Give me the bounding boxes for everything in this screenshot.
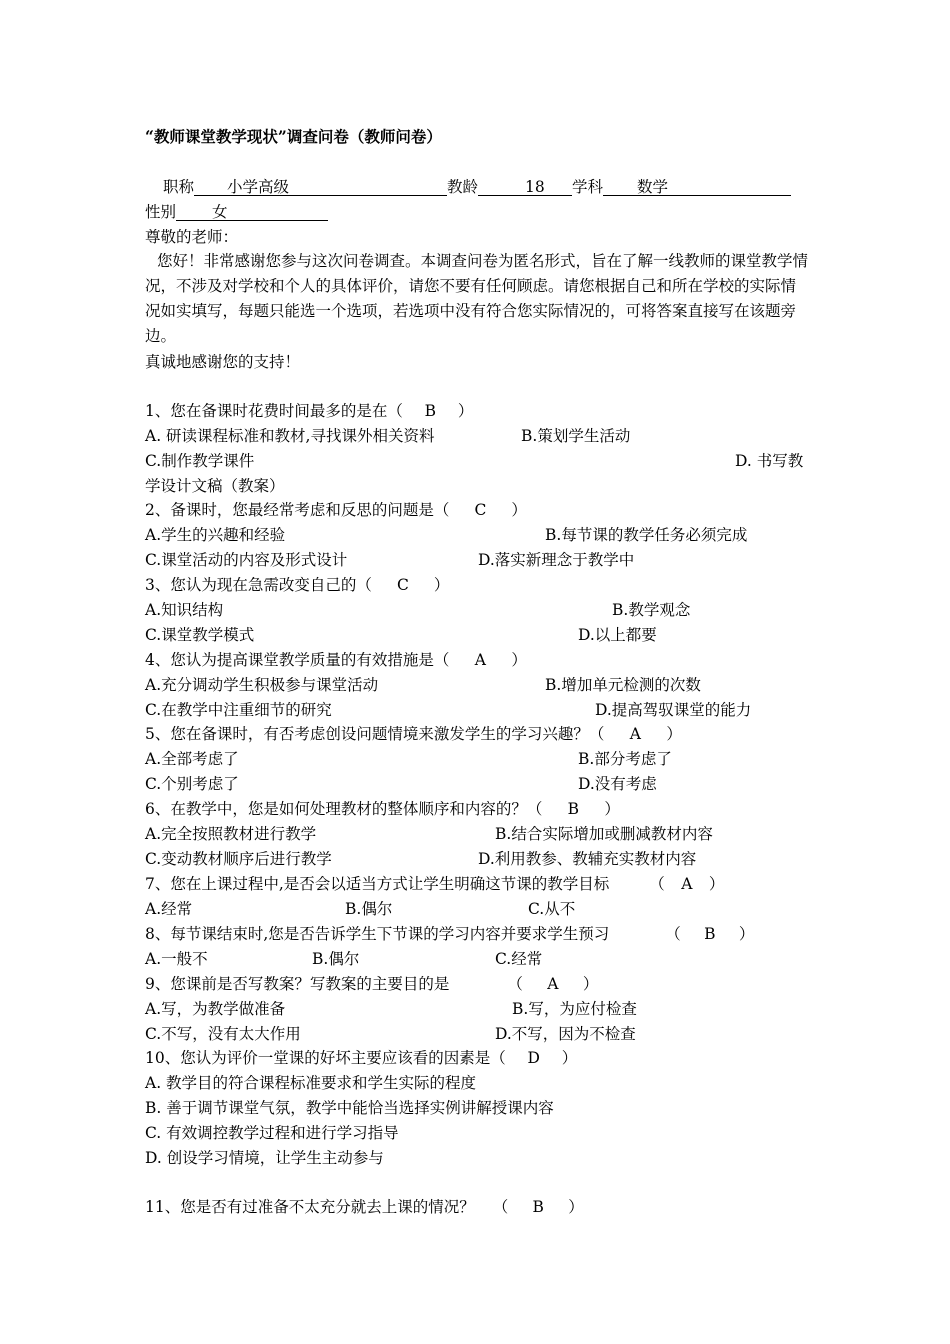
- age-label: 教龄: [447, 178, 479, 196]
- question-1-close: ）: [457, 402, 474, 420]
- q5-option-d: D.没有考虑: [578, 775, 657, 793]
- question-9-open: （: [507, 975, 523, 993]
- q3-option-c: C.课堂教学模式: [145, 626, 255, 644]
- question-6-close: ）: [604, 800, 620, 818]
- question-1-text: 1、您在备课时花费时间最多的是在（: [145, 402, 403, 420]
- question-3-close: ）: [433, 576, 450, 594]
- intro-paragraph: 您好！非常感谢您参与这次问卷调查。本调查问卷为匿名形式，旨在了解一线教师的课堂教学情况，不涉及对学校和个人的具体评价，请您不要有任何顾虑。请您根据自己和所在学校的实际情况如实填写，每题只能选一个选项，若选项中没有符合您实际情况的，可将答案直接写在该题旁边。: [145, 252, 809, 345]
- rank-label: 职称: [163, 178, 195, 196]
- q6-option-a: A.完全按照教材进行教学: [145, 825, 317, 843]
- question-6: [145, 799, 620, 819]
- q5-option-b: B.部分考虑了: [578, 750, 672, 768]
- q3-option-b: B.教学观念: [612, 601, 691, 619]
- q9-option-d: D.不写，因为不检查: [495, 1025, 636, 1043]
- subject-label: 学科: [572, 178, 604, 196]
- gender-row: [145, 202, 328, 222]
- question-7-answer: A: [681, 875, 693, 893]
- question-2-close: ）: [511, 501, 527, 519]
- subject-field: [603, 177, 791, 196]
- question-4-close: ）: [511, 651, 527, 669]
- q1-option-b: B.策划学生活动: [521, 427, 631, 445]
- question-9-answer: A: [547, 975, 559, 993]
- q9-option-a: A.写，为教学做准备: [145, 1000, 286, 1018]
- question-11-open: （: [492, 1198, 509, 1216]
- question-8-close: ）: [738, 925, 755, 943]
- info-row: [163, 177, 791, 197]
- subject-value: 数学: [637, 178, 669, 196]
- q4-option-d: D.提高驾驭课堂的能力: [595, 701, 752, 719]
- question-5: [145, 724, 682, 744]
- q10-option-a: A. 教学目的符合课程标准要求和学生实际的程度: [145, 1074, 477, 1092]
- q10-option-b: B. 善于调节课堂气氛，教学中能恰当选择实例讲解授课内容: [145, 1099, 554, 1117]
- question-8-answer: B: [704, 925, 716, 943]
- question-5-close: ）: [666, 725, 682, 743]
- q9-option-c: C.不写，没有太大作用: [145, 1025, 301, 1043]
- question-9-close: ）: [582, 975, 599, 993]
- question-7-text: 7、您在上课过程中,是否会以适当方式让学生明确这节课的教学目标: [145, 875, 610, 893]
- question-7-open: （: [649, 875, 665, 893]
- q5-option-a: A.全部考虑了: [145, 750, 239, 768]
- question-2-answer: C: [474, 501, 487, 519]
- age-field: [478, 177, 572, 196]
- q6-option-c: C.变动教材顺序后进行教学: [145, 850, 332, 868]
- q7-option-c: C.从不: [528, 900, 576, 918]
- question-10-answer: D: [527, 1049, 540, 1067]
- question-8-text: 8、每节课结束时,您是否告诉学生下节课的学习内容并要求学生预习: [145, 925, 610, 943]
- question-11-text: 11、您是否有过准备不太充分就去上课的情况？: [145, 1198, 475, 1216]
- q10-option-c: C. 有效调控教学过程和进行学习指导: [145, 1124, 399, 1142]
- gender-field: [176, 202, 328, 221]
- page-title: “教师课堂教学现状”调查问卷（教师问卷）: [145, 127, 442, 146]
- question-5-answer: A: [629, 725, 641, 743]
- q3-option-a: A.知识结构: [145, 601, 224, 619]
- rank-value: 小学高级: [227, 178, 290, 196]
- question-2-text: 2、备课时，您最经常考虑和反思的问题是（: [145, 501, 450, 519]
- q6-option-b: B.结合实际增加或删减教材内容: [495, 825, 713, 843]
- question-6-text: 6、在教学中，您是如何处理教材的整体顺序和内容的？（: [145, 800, 543, 818]
- question-7-close: ）: [708, 875, 725, 893]
- q4-option-a: A.充分调动学生积极参与课堂活动: [145, 676, 379, 694]
- question-4: [145, 650, 527, 670]
- q2-option-b: B.每节课的教学任务必须完成: [545, 526, 748, 544]
- rank-field: [194, 177, 447, 196]
- q1-option-d: D. 书写教: [735, 452, 804, 470]
- question-1: [145, 401, 473, 421]
- q3-option-d: D.以上都要: [578, 626, 657, 644]
- question-4-text: 4、您认为提高课堂教学质量的有效措施是（: [145, 651, 450, 669]
- q2-option-a: A.学生的兴趣和经验: [145, 526, 286, 544]
- q8-option-a: A.一般不: [145, 950, 208, 968]
- q4-option-c: C.在教学中注重细节的研究: [145, 701, 332, 719]
- question-3: [145, 575, 449, 595]
- question-9-text: 9、您课前是否写教案？写教案的主要目的是: [145, 975, 450, 993]
- question-3-text: 3、您认为现在急需改变自己的（: [145, 576, 372, 594]
- q1-option-c: C.制作教学课件: [145, 452, 255, 470]
- q7-option-a: A.经常: [145, 900, 193, 918]
- question-9: [145, 974, 598, 994]
- q9-option-b: B.写，为应付检查: [512, 1000, 637, 1018]
- question-11-close: ）: [568, 1198, 584, 1216]
- gender-label: 性别: [145, 203, 177, 221]
- q8-option-c: C.经常: [495, 950, 543, 968]
- q6-option-d: D.利用教参、教辅充实教材内容: [478, 850, 697, 868]
- question-8-open: （: [665, 925, 681, 943]
- question-11-answer: B: [532, 1198, 544, 1216]
- question-5-text: 5、您在备课时，有否考虑创设问题情境来激发学生的学习兴趣？（: [145, 725, 605, 743]
- question-10-text: 10、您认为评价一堂课的好坏主要应该看的因素是（: [145, 1049, 506, 1067]
- question-6-answer: B: [567, 800, 580, 818]
- q10-option-d: D. 创设学习情境，让学生主动参与: [145, 1149, 384, 1167]
- q8-option-b: B.偶尔: [312, 950, 360, 968]
- question-11: [145, 1197, 584, 1217]
- question-3-answer: C: [396, 576, 409, 594]
- question-2: [145, 500, 527, 520]
- q1-option-d-cont: 学设计文稿（教案）: [145, 477, 285, 495]
- gender-value: 女: [212, 203, 228, 221]
- thanks-line: 真诚地感谢您的支持！: [145, 353, 301, 371]
- q1-option-a: A. 研读课程标准和教材,寻找课外相关资料: [145, 427, 435, 445]
- question-10-close: ）: [561, 1049, 578, 1067]
- question-1-answer: B: [424, 402, 437, 420]
- question-7: [145, 874, 724, 894]
- question-8: [145, 924, 754, 944]
- age-value: 18: [525, 178, 545, 196]
- q2-option-c: C.课堂活动的内容及形式设计: [145, 551, 348, 569]
- q7-option-b: B.偶尔: [345, 900, 393, 918]
- question-10: [145, 1048, 577, 1068]
- q4-option-b: B.增加单元检测的次数: [545, 676, 701, 694]
- q5-option-c: C.个别考虑了: [145, 775, 239, 793]
- greeting: 尊敬的老师：: [145, 228, 239, 246]
- question-4-answer: A: [474, 651, 486, 669]
- q2-option-d: D.落实新理念于教学中: [478, 551, 635, 569]
